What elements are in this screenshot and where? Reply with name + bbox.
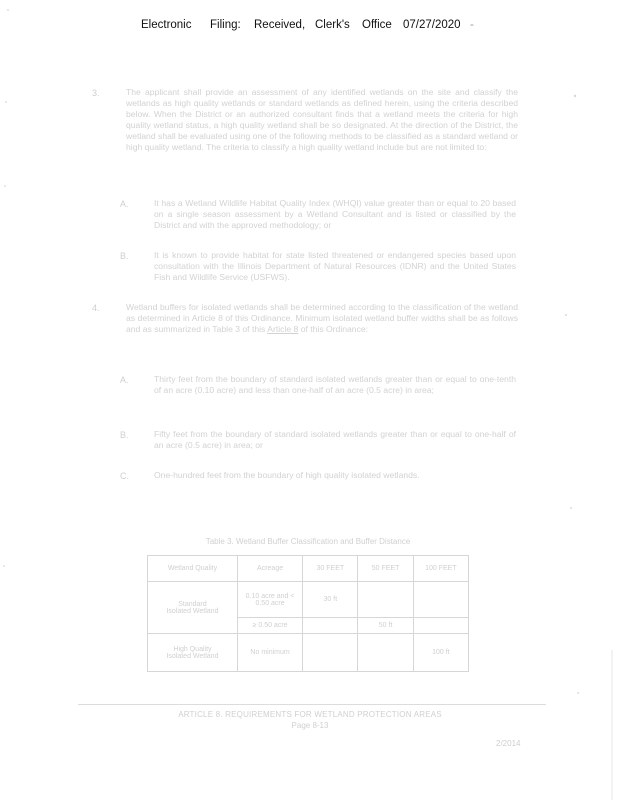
table-header-50ft: 50 FEET <box>358 556 413 582</box>
table-cell-50ft <box>358 634 413 672</box>
table-row <box>148 582 469 618</box>
table-cell-50ft: 50 ft <box>358 618 413 634</box>
section-4c-text: One-hundred feet from the boundary of high quality isolated wetlands. <box>154 470 420 480</box>
section-3a-text: It has a Wetland Wildlife Habitat Quality Index (WHQI) value greater than or equal to 20 based on a single season assessment by a Wetland Consultant and is listed or classified by the District and with the approved methodology; or <box>154 198 516 230</box>
section-3-label: 3. <box>92 88 100 98</box>
table-header-100ft: 100 FEET <box>413 556 468 582</box>
section-3b-text: It is known to provide habitat for state listed threatened or endangered species based upon consultation with the Illinois Department of Natural Resources (IDNR) and the United States Fish and Wildlife Service (USFWS). <box>154 250 516 282</box>
table-cell-30ft <box>303 634 358 672</box>
table-cell-quality: High Quality Isolated Wetland <box>148 634 238 672</box>
table-cell-30ft <box>303 618 358 634</box>
footer-divider <box>78 704 546 705</box>
header-electronic: Electronic <box>141 19 192 31</box>
header-filing: Filing: <box>210 19 241 31</box>
table-cell-100ft <box>413 618 468 634</box>
section-3a-label: A. <box>120 199 129 209</box>
header-office: Office <box>362 19 392 31</box>
table-header-quality: Wetland Quality <box>148 556 238 582</box>
section-4a-text: Thirty feet from the boundary of standard isolated wetlands greater than or equal to one-tenth of an acre (0.10 acre) and less than one-half of an acre (0.5 acre) in area; <box>154 374 516 395</box>
header-clerk: Clerk's <box>315 19 350 31</box>
section-4b-label: B. <box>120 430 129 440</box>
table-title: Table 3. Wetland Buffer Classification and Buffer Distance <box>148 527 469 556</box>
table-cell-100ft: 100 ft <box>413 634 468 672</box>
header-trailing-mark: - <box>470 19 474 31</box>
table-cell-acreage: 0.10 acre and < 0.50 acre <box>237 582 302 618</box>
table-cell-50ft <box>358 582 413 618</box>
table-cell-acreage: ≥ 0.50 acre <box>237 618 302 634</box>
section-3b-label: B. <box>120 251 129 261</box>
table-header-acreage: Acreage <box>237 556 302 582</box>
header-received: Received, <box>254 19 306 31</box>
footer-date: 2/2014 <box>496 739 521 748</box>
table-row <box>148 634 469 672</box>
filing-stamp-header <box>141 19 481 39</box>
footer-title: ARTICLE 8. REQUIREMENTS FOR WETLAND PROTECTION AREAS <box>178 710 442 719</box>
table-header-30ft: 30 FEET <box>303 556 358 582</box>
table-cell-acreage: No minimum <box>237 634 302 672</box>
table-cell-100ft <box>413 582 468 618</box>
table-cell-quality: Standard Isolated Wetland <box>148 582 238 634</box>
buffer-table <box>147 527 469 672</box>
section-4-label: 4. <box>92 303 100 313</box>
section-4-text-main: Wetland buffers for isolated wetlands shall be determined according to the classification of the wetland as determined in Article 8 of this Ordinance. Minimum isolated wetland buffer widths shall be as follows and as summarized in Table 3 of this <box>126 302 518 334</box>
section-4a-label: A. <box>120 375 129 385</box>
footer-page-number: Page 8-13 <box>291 721 329 730</box>
section-4-text <box>126 302 518 335</box>
header-date: 07/27/2020 <box>403 19 461 31</box>
section-4c-label: C. <box>120 471 129 481</box>
article-8-link: Article 8 <box>267 324 299 334</box>
section-4b-text: Fifty feet from the boundary of standard isolated wetlands greater than or equal to one-half of an acre (0.5 acre) in area; or <box>154 429 516 450</box>
section-3-text: The applicant shall provide an assessment of any identified wetlands on the site and classify the wetlands as high quality wetlands or standard wetlands as defined herein, using the criteria described below. When the District or an authorized consultant finds that a wetland meets the criteria for high quality wetland status, a high quality wetland shall be so designated. At the direction of the District, the wetland shall be evaluated using one of the following methods to be classified as a standard wetland or high quality wetland. The criteria to classify a high quality wetland include but are not limited to: <box>126 87 518 152</box>
section-4-text-end: of this Ordinance: <box>300 324 369 334</box>
table-cell-30ft: 30 ft <box>303 582 358 618</box>
